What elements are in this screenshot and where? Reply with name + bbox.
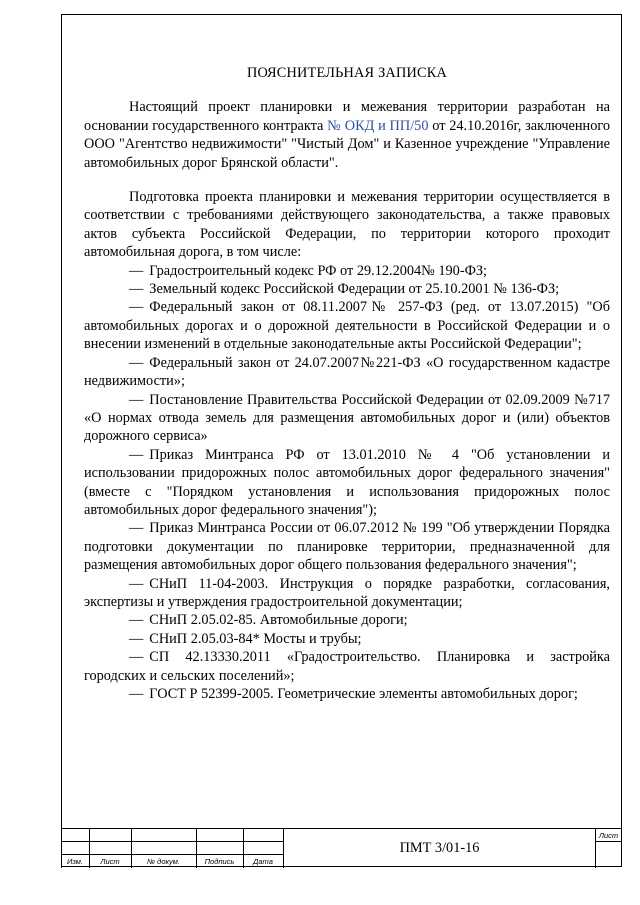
list-item [84,630,610,648]
table-row-line [61,854,283,855]
list-item-text: Приказ Минтранса РФ от 13.01.2010 № 4 "Об установлении и использовании придорожных полос автомобильных дорог федерального значения" (вместе с "Порядком установления и использования придорожных полос автомобильных дорог федерального значения"); [84,446,610,518]
list-item-text: СНиП 2.05.02-85. Автомобильные дороги; [149,612,408,629]
contract-reference: № ОКД и ПП/50 [327,117,429,134]
requirements-paragraph: Подготовка проекта планировки и межевания территории осуществляется в соответствии с требованиями действующего законодательства, а также правовых актов субъекта Российской Федерации, по территории которого проходит автомобильная дорога, в том числе: [84,189,610,261]
intro-text-1: Настоящий проект планировки и межевания территории разработан на основании государственного контракта [84,99,610,134]
sheet-number-box [595,829,622,868]
title-block [61,828,622,867]
dash-bullet: — [129,630,144,647]
header-change: Изм. [67,857,83,866]
dash-bullet: — [129,299,144,316]
list-item [84,262,610,280]
list-item-text: СП 42.13330.2011 «Градостроительство. Планировка и застройка городских и сельских поселений»; [84,649,610,684]
list-item [84,575,610,612]
list-item [84,648,610,685]
list-item-text: СНиП 2.05.03-84* Мосты и трубы; [149,630,362,647]
header-signature: Подпись [204,857,235,866]
document-code: ПМТ 3/01-16 [283,829,595,868]
dash-bullet: — [129,520,144,537]
list-item [84,446,610,520]
dash-bullet: — [129,262,144,279]
header-document: № докум. [146,857,181,866]
list-item-text: Приказ Минтранса России от 06.07.2012 № 199 "Об утверждении Порядка подготовки документации по планировке территории, предназначенной для размещения автомобильных дорог общего пользования федерального значения"; [84,520,610,574]
list-item-text: Федеральный закон от 24.07.2007№221-ФЗ «О государственном кадастре недвижимости»; [84,354,610,390]
list-item [84,298,610,353]
dash-bullet: — [129,446,144,463]
dash-bullet: — [129,612,144,629]
list-item [84,685,610,703]
document-body [84,64,610,703]
list-item [84,519,610,574]
list-item-text: Федеральный закон от 08.11.2007№ 257-ФЗ (ред. от 13.07.2015) "Об автомобильных дорогах и о дорожной деятельности в Российской Федерации и о внесении изменений в отдельные законодательные акты Российской Федерации"; [84,299,610,353]
list-item [84,354,610,391]
sheet-label: Лист [598,831,619,840]
dash-bullet: — [129,354,144,371]
dash-bullet: — [129,686,144,702]
list-item-text: Градостроительный кодекс РФ от 29.12.2004№ 190-ФЗ; [149,262,488,279]
intro-text-2: от 24.10.2016г, заключенного ООО "Агентство недвижимости" "Чистый Дом" и Казенное учреждение "Управление автомобильных дорог Брянской области". [84,117,611,171]
list-item [84,611,610,629]
dash-bullet: — [129,281,144,298]
page-title: ПОЯСНИТЕЛЬНАЯ ЗАПИСКА [246,65,448,81]
list-item-text: ГОСТ Р 52399-2005. Геометрические элементы автомобильных дорог; [149,686,578,702]
sheet-divider [596,841,622,842]
list-item-text: Постановление Правительства Российской Федерации от 02.09.2009 №717 «О нормах отвода земель для размещения автомобильных дорог и (или) объектов дорожного сервиса» [84,391,610,445]
list-item-text: СНиП 11-04-2003. Инструкция о порядке разработки, согласования, экспертизы и утверждения градостроительной документации; [84,575,610,610]
dash-bullet: — [129,649,144,666]
list-item-text: Земельный кодекс Российской Федерации от 25.10.2001 № 136-ФЗ; [149,281,560,298]
list-item [84,391,610,446]
header-sheet: Лист [100,857,120,866]
table-row-line [61,841,283,842]
header-date: Дата [253,857,273,866]
list-item [84,280,610,298]
dash-bullet: — [129,391,144,408]
revision-table [61,829,283,868]
intro-paragraph [84,98,610,172]
dash-bullet: — [129,575,144,592]
